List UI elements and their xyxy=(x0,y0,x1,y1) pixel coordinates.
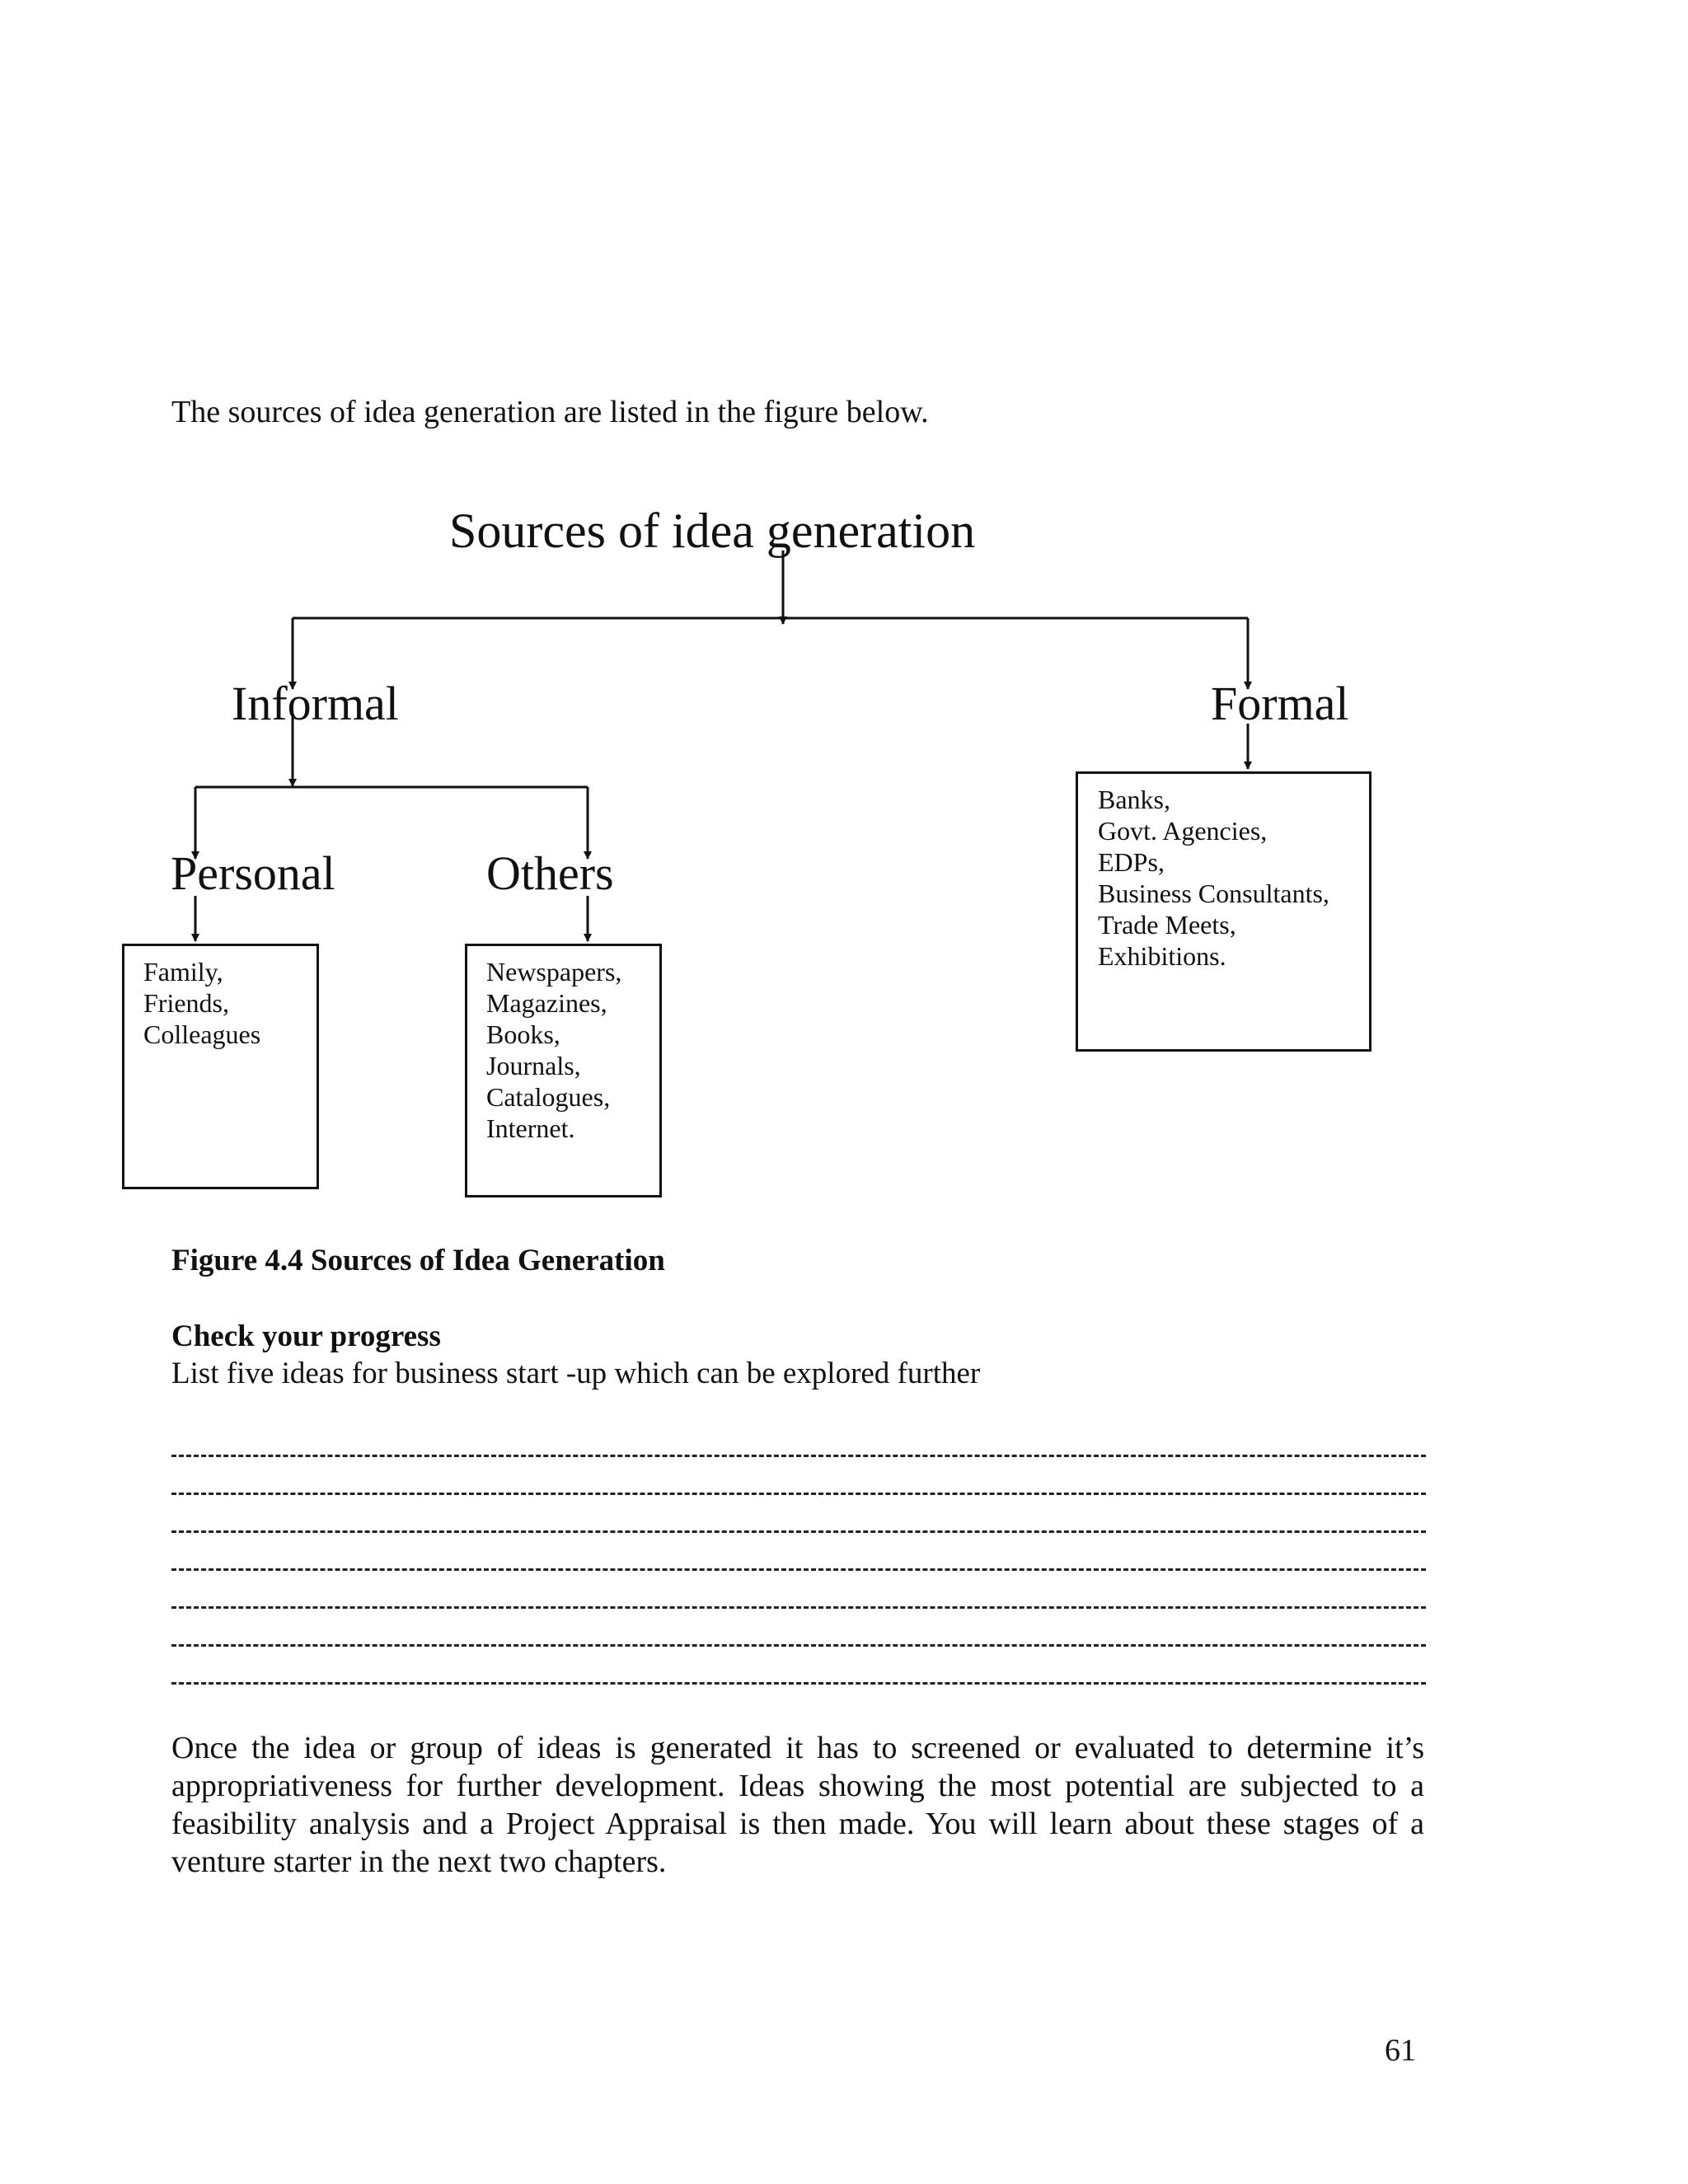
other-sources-box xyxy=(465,944,662,1197)
list-item: Banks, xyxy=(1098,785,1170,814)
list-item: Exhibitions. xyxy=(1098,941,1226,971)
answer-line xyxy=(171,1457,1426,1495)
intro-text: The sources of idea generation are listed in the figure below. xyxy=(171,395,929,429)
formal-sources-list xyxy=(1098,784,1369,972)
personal-sources-box xyxy=(122,944,319,1189)
list-item: Friends, xyxy=(143,988,229,1018)
list-item: Catalogues, xyxy=(486,1082,611,1112)
list-item: Journals, xyxy=(486,1051,581,1080)
check-progress-heading: Check your progress xyxy=(171,1319,441,1353)
check-progress-prompt: List five ideas for business start -up which can be explored further xyxy=(171,1357,981,1390)
list-item: Colleagues xyxy=(143,1019,261,1049)
personal-label: Personal xyxy=(171,846,335,900)
formal-sources-box xyxy=(1076,771,1372,1052)
answer-line xyxy=(171,1571,1426,1609)
diagram-title: Sources of idea generation xyxy=(449,504,976,558)
list-item: Magazines, xyxy=(486,988,607,1018)
figure-caption: Figure 4.4 Sources of Idea Generation xyxy=(171,1244,665,1277)
list-item: Govt. Agencies, xyxy=(1098,816,1268,846)
list-item: Trade Meets, xyxy=(1098,910,1236,940)
list-item: Books, xyxy=(486,1019,560,1049)
answer-line xyxy=(171,1533,1426,1571)
answer-lines xyxy=(171,1432,1426,1685)
list-item: Internet. xyxy=(486,1113,575,1143)
list-item: Family, xyxy=(143,957,223,987)
answer-line xyxy=(171,1647,1426,1685)
closing-paragraph: Once the idea or group of ideas is generated it has to screened or evaluated to determine it’s appropriativeness for further development. Ideas showing the most potential are subjected to a feasibility analysis and a Project Appraisal is then made. You will learn about these stages of a venture starter in the next two chapters. xyxy=(171,1731,1424,1879)
answer-line xyxy=(171,1432,1426,1457)
others-label: Others xyxy=(486,846,614,900)
other-sources-list xyxy=(486,956,659,1144)
list-item: Newspapers, xyxy=(486,957,622,987)
page-number: 61 xyxy=(1385,2033,1416,2068)
list-item: Business Consultants, xyxy=(1098,879,1329,908)
list-item: EDPs, xyxy=(1098,847,1165,877)
informal-label: Informal xyxy=(232,677,399,730)
formal-label: Formal xyxy=(1211,677,1349,730)
answer-line xyxy=(171,1495,1426,1533)
personal-sources-list xyxy=(143,956,316,1050)
answer-line xyxy=(171,1609,1426,1647)
